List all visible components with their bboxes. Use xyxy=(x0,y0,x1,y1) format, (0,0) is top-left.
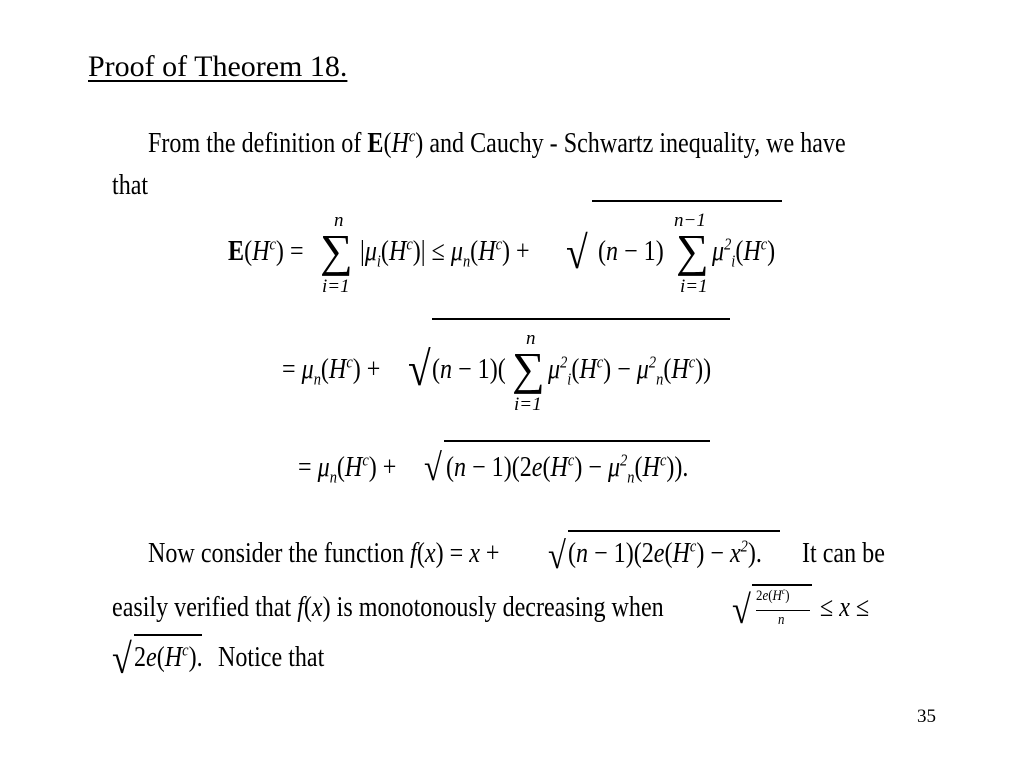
intro-from-definition: From the definition of xyxy=(148,128,362,159)
it-can-be: It can be xyxy=(802,538,885,569)
intro-line-2: that xyxy=(112,170,149,201)
now-consider: Now consider the function xyxy=(148,538,405,569)
intro-cauchy-schwartz: and Cauchy - Schwartz inequality, we have xyxy=(429,128,846,159)
intro-line-1: From the definition of $E(H^c)$ and Cauchy - Schwartz inequality, we have xyxy=(148,126,846,159)
monotonous-decreasing: is monotonously decreasing when xyxy=(336,592,664,623)
sum-symbol: ∑ xyxy=(320,225,353,276)
page-number: 35 xyxy=(917,706,936,727)
easily-verified: easily verified that xyxy=(112,592,292,623)
slide-title: Proof of Theorem 18. xyxy=(88,50,348,83)
notice-that: Notice that xyxy=(218,642,325,673)
